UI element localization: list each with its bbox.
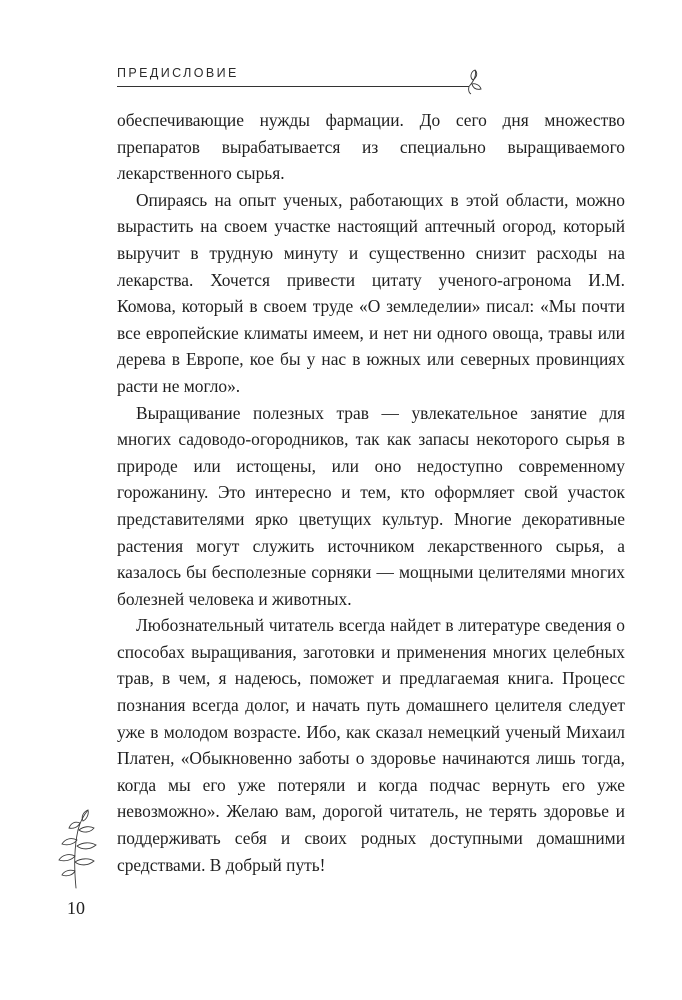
- paragraph: обеспечивающие нужды фармации. До сего дня множество препаратов вырабатывается из специально выращиваемого лекарственного сырья.: [117, 110, 625, 184]
- page-number: 10: [67, 898, 85, 918]
- paragraph: Любознательный читатель всегда найдет в литературе сведения о способах выращивания, заготовки и применения многих целебных трав, в чем, я надеюсь, поможет и предлагаемая книга. Процесс познания всегда долог, и начать путь домашнего целителя следует уже в молодом возрасте. Ибо, как сказал немецкий ученый Михаил Платен, «Обыкновенно заботы о здоровье начинаются лишь тогда, когда мы его уже потеряли и когда подчас вернуть его уже невозможно». Желаю вам, дорогой читатель, не терять здоровье и поддерживать себя и своих родных доступными домашними средствами. В добрый путь!: [117, 615, 625, 875]
- leaf-sprig-icon: [52, 808, 104, 890]
- body-text: [117, 107, 625, 878]
- running-header: [117, 64, 487, 96]
- header-rule-leaf-icon: [117, 64, 487, 96]
- section-title: ПРЕДИСЛОВИЕ: [117, 66, 239, 80]
- paragraph: Опираясь на опыт ученых, работающих в этой области, можно вырастить на своем участке настоящий аптечный огород, который выручит в трудную минуту и существенно снизит расходы на лекарства. Хочется привести цитату ученого-агронома И.М. Комова, который в своем труде «О земледелии» писал: «Мы почти все европейские климаты имеем, и нет ни одного овоща, травы или дерева в Европе, кое бы у нас в южных или северных провинциях расти не могло».: [117, 189, 625, 396]
- paragraph: Выращивание полезных трав — увлекательное занятие для многих садоводо-огородников, так как запасы некоторого сырья в природе или истощены, или оно недоступно современному горожанину. Это интересно и тем, кто оформляет свой участок представителями ярко цветущих культур. Многие декоративные растения могут служить источником лекарственного сырья, а казалось бы бесполезные сорняки — мощными целителями многих болезней человека и животных.: [117, 402, 625, 609]
